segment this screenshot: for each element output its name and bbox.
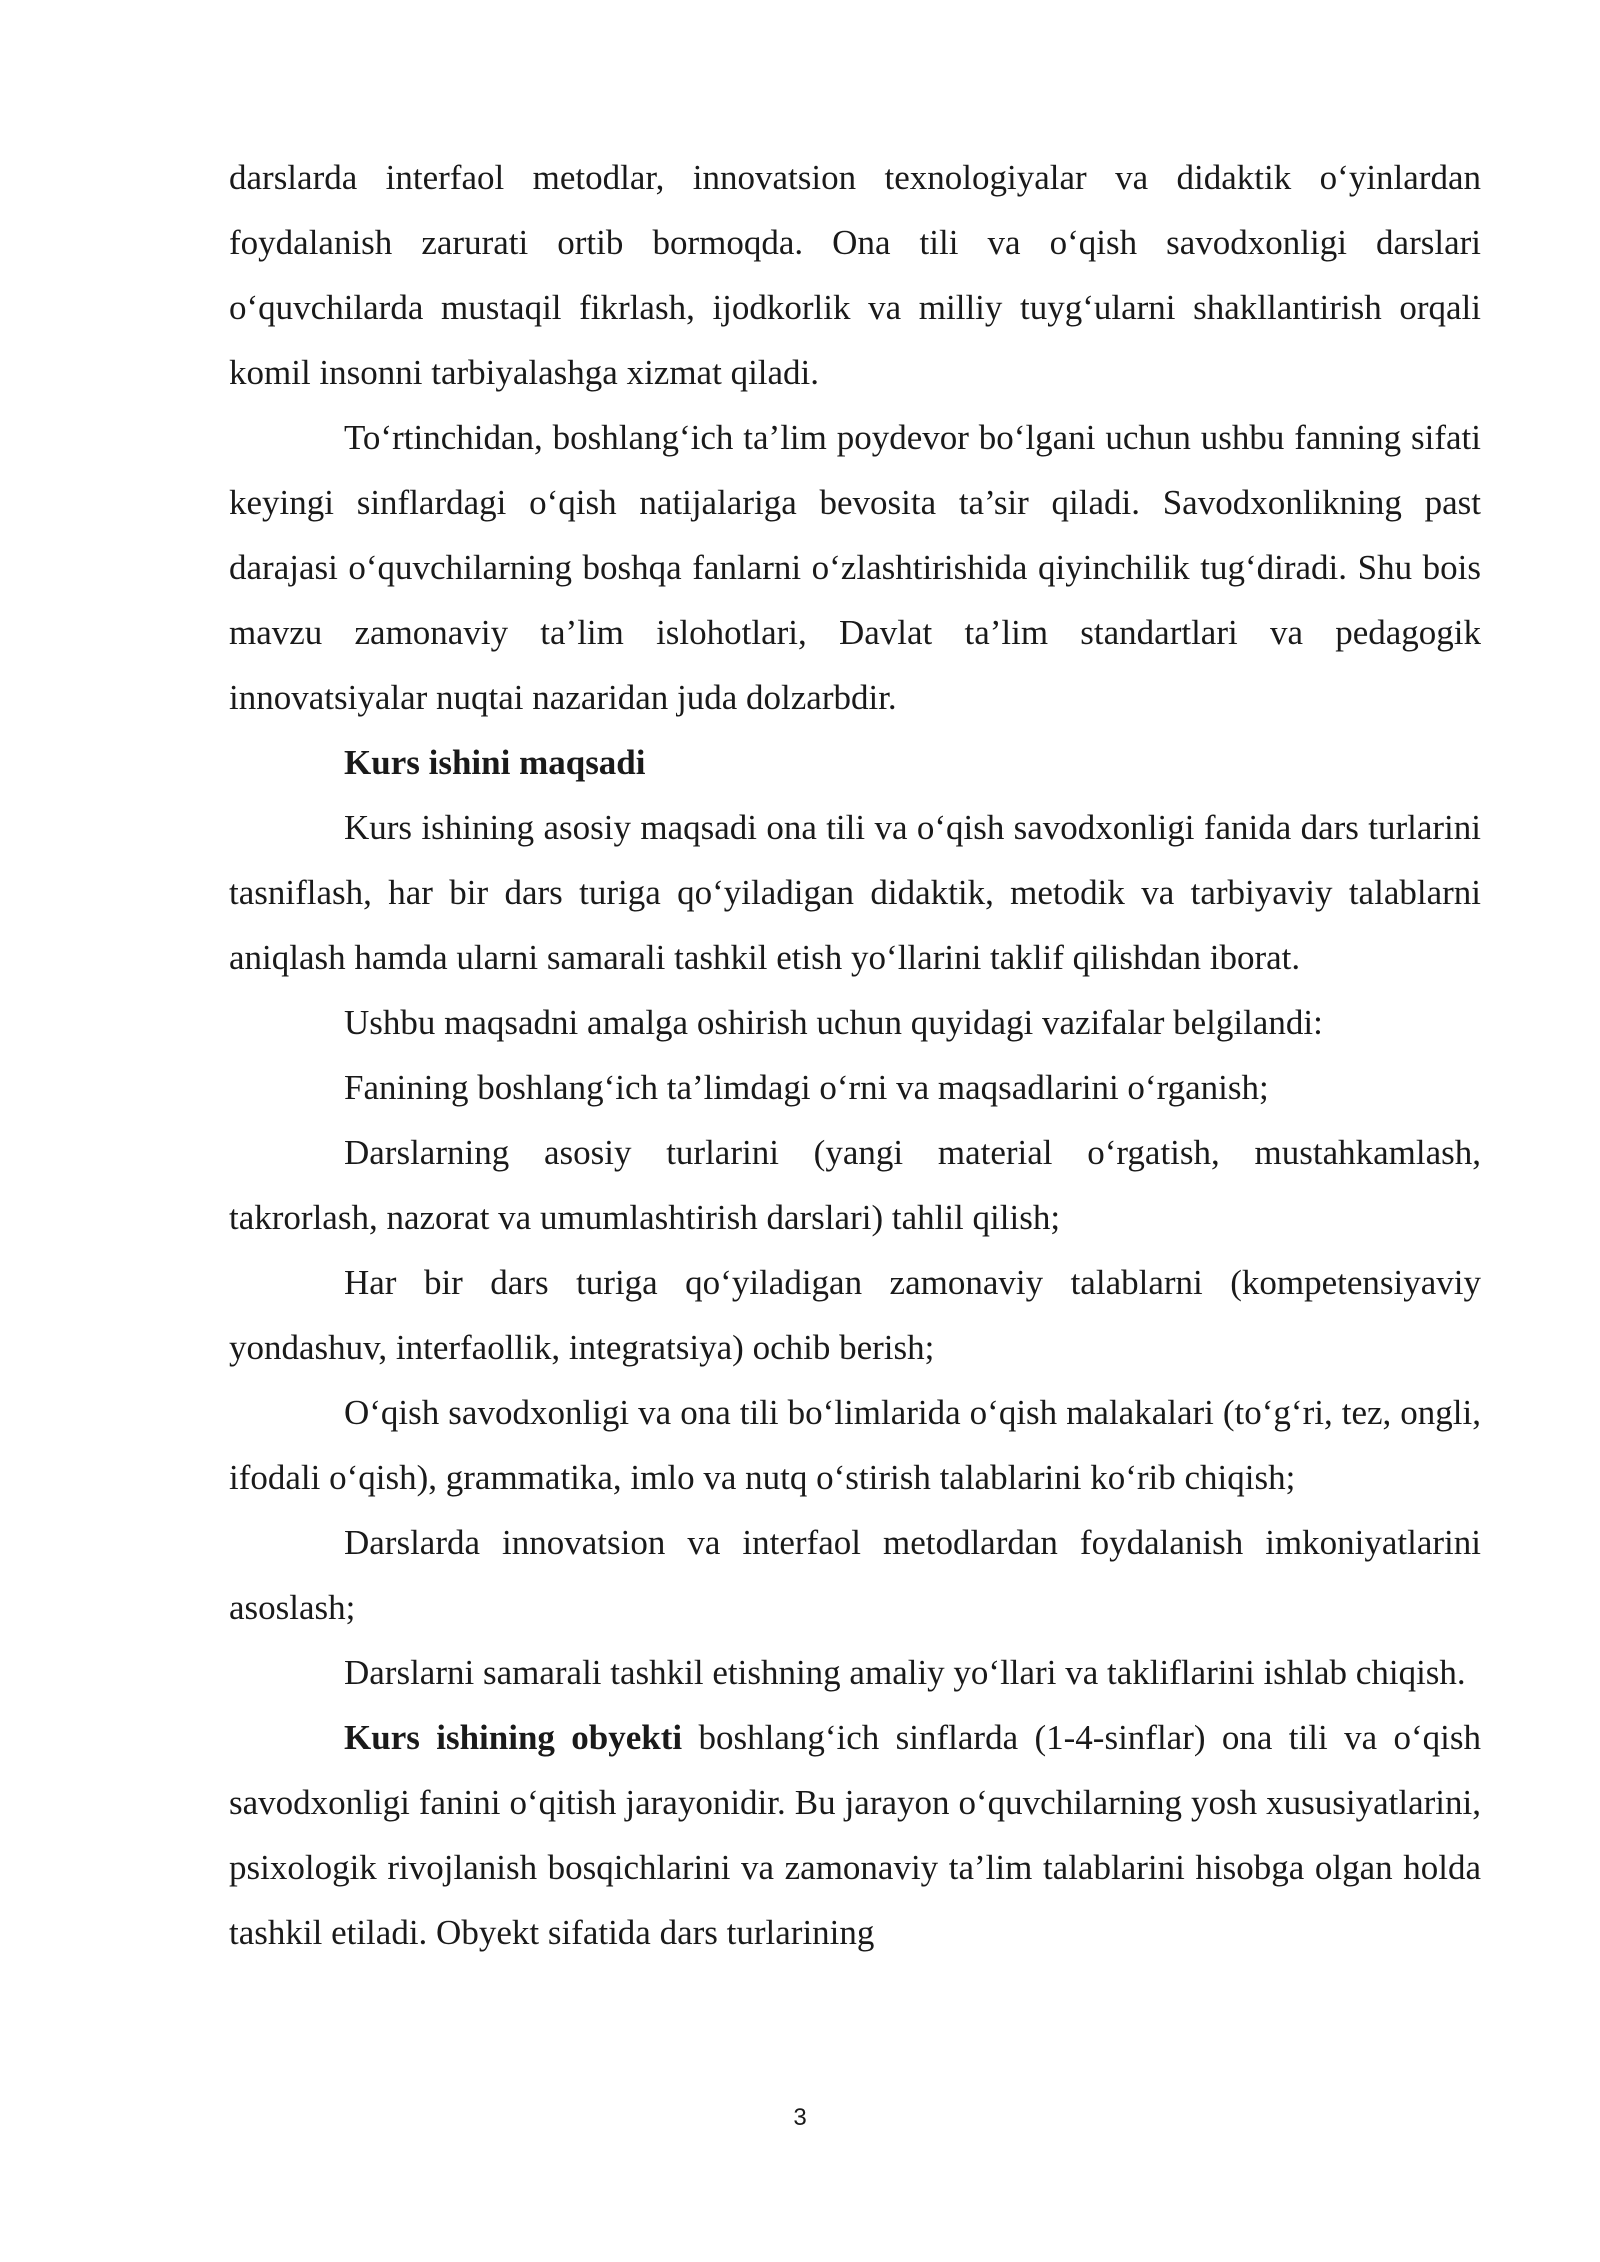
paragraph-tasks-intro: Ushbu maqsadni amalga oshirish uchun quyidagi vazifalar belgilandi:	[344, 1003, 1323, 1042]
paragraph-intro-continuation: darslarda interfaol metodlar, innovatsion texnologiyalar va didaktik o‘yinlardan foydalanish zarurati ortib bormoqda. Ona tili va o‘qish savodxonligi darslari o‘quvchilarda mustaqil fikrlash, ijodkorlik va milliy tuyg‘ularni shakllantirish orqali komil insonni tarbiyalashga xizmat qiladi.	[229, 158, 1481, 392]
paragraph-object	[229, 1705, 1481, 1965]
task-item-3: Har bir dars turiga qo‘yiladigan zamonaviy talablarni (kompetensiyaviy yondashuv, interfaollik, integratsiya) ochib berish;	[229, 1263, 1481, 1367]
task-item-2: Darslarning asosiy turlarini (yangi material o‘rgatish, mustahkamlash, takrorlash, nazorat va umumlashtirish darslari) tahlil qilish;	[229, 1133, 1481, 1237]
object-text: boshlang‘ich sinflarda (1-4-sinflar) ona tili va o‘qish savodxonligi fanini o‘qitish jarayonidir. Bu jarayon o‘quvchilarning yosh xususiyatlarini, psixologik rivojlanish bosqichlarini va zamonaviy ta’lim talablarini hisobga olgan holda tashkil etiladi. Obyekt sifatida dars turlarining	[229, 1718, 1481, 1952]
object-lead-bold: Kurs ishining obyekti	[344, 1718, 683, 1757]
task-item-6: Darslarni samarali tashkil etishning amaliy yo‘llari va takliflarini ishlab chiqish.	[344, 1653, 1466, 1692]
page-body	[229, 145, 1481, 1965]
task-item-5: Darslarda innovatsion va interfaol metodlardan foydalanish imkoniyatlarini asoslash;	[229, 1523, 1481, 1627]
section-heading-goal: Kurs ishini maqsadi	[344, 743, 646, 782]
page-number: 3	[793, 2104, 807, 2131]
task-item-1: Fanining boshlang‘ich ta’limdagi o‘rni va maqsadlarini o‘rganish;	[344, 1068, 1269, 1107]
paragraph-fourthly: To‘rtinchidan, boshlang‘ich ta’lim poydevor bo‘lgani uchun ushbu fanning sifati keyingi sinflardagi o‘qish natijalariga bevosita ta’sir qiladi. Savodxonlikning past darajasi o‘quvchilarning boshqa fanlarni o‘zlashtirishida qiyinchilik tug‘diradi. Shu bois mavzu zamonaviy ta’lim islohotlari, Davlat ta’lim standartlari va pedagogik innovatsiyalar nuqtai nazaridan juda dolzarbdir.	[229, 418, 1481, 717]
task-item-4: O‘qish savodxonligi va ona tili bo‘limlarida o‘qish malakalari (to‘g‘ri, tez, ongli, ifodali o‘qish), grammatika, imlo va nutq o‘stirish talablarini ko‘rib chiqish;	[229, 1393, 1481, 1497]
paragraph-goal: Kurs ishining asosiy maqsadi ona tili va o‘qish savodxonligi fanida dars turlarini tasniflash, har bir dars turiga qo‘yiladigan didaktik, metodik va tarbiyaviy talablarni aniqlash hamda ularni samarali tashkil etish yo‘llarini taklif qilishdan iborat.	[229, 808, 1481, 977]
